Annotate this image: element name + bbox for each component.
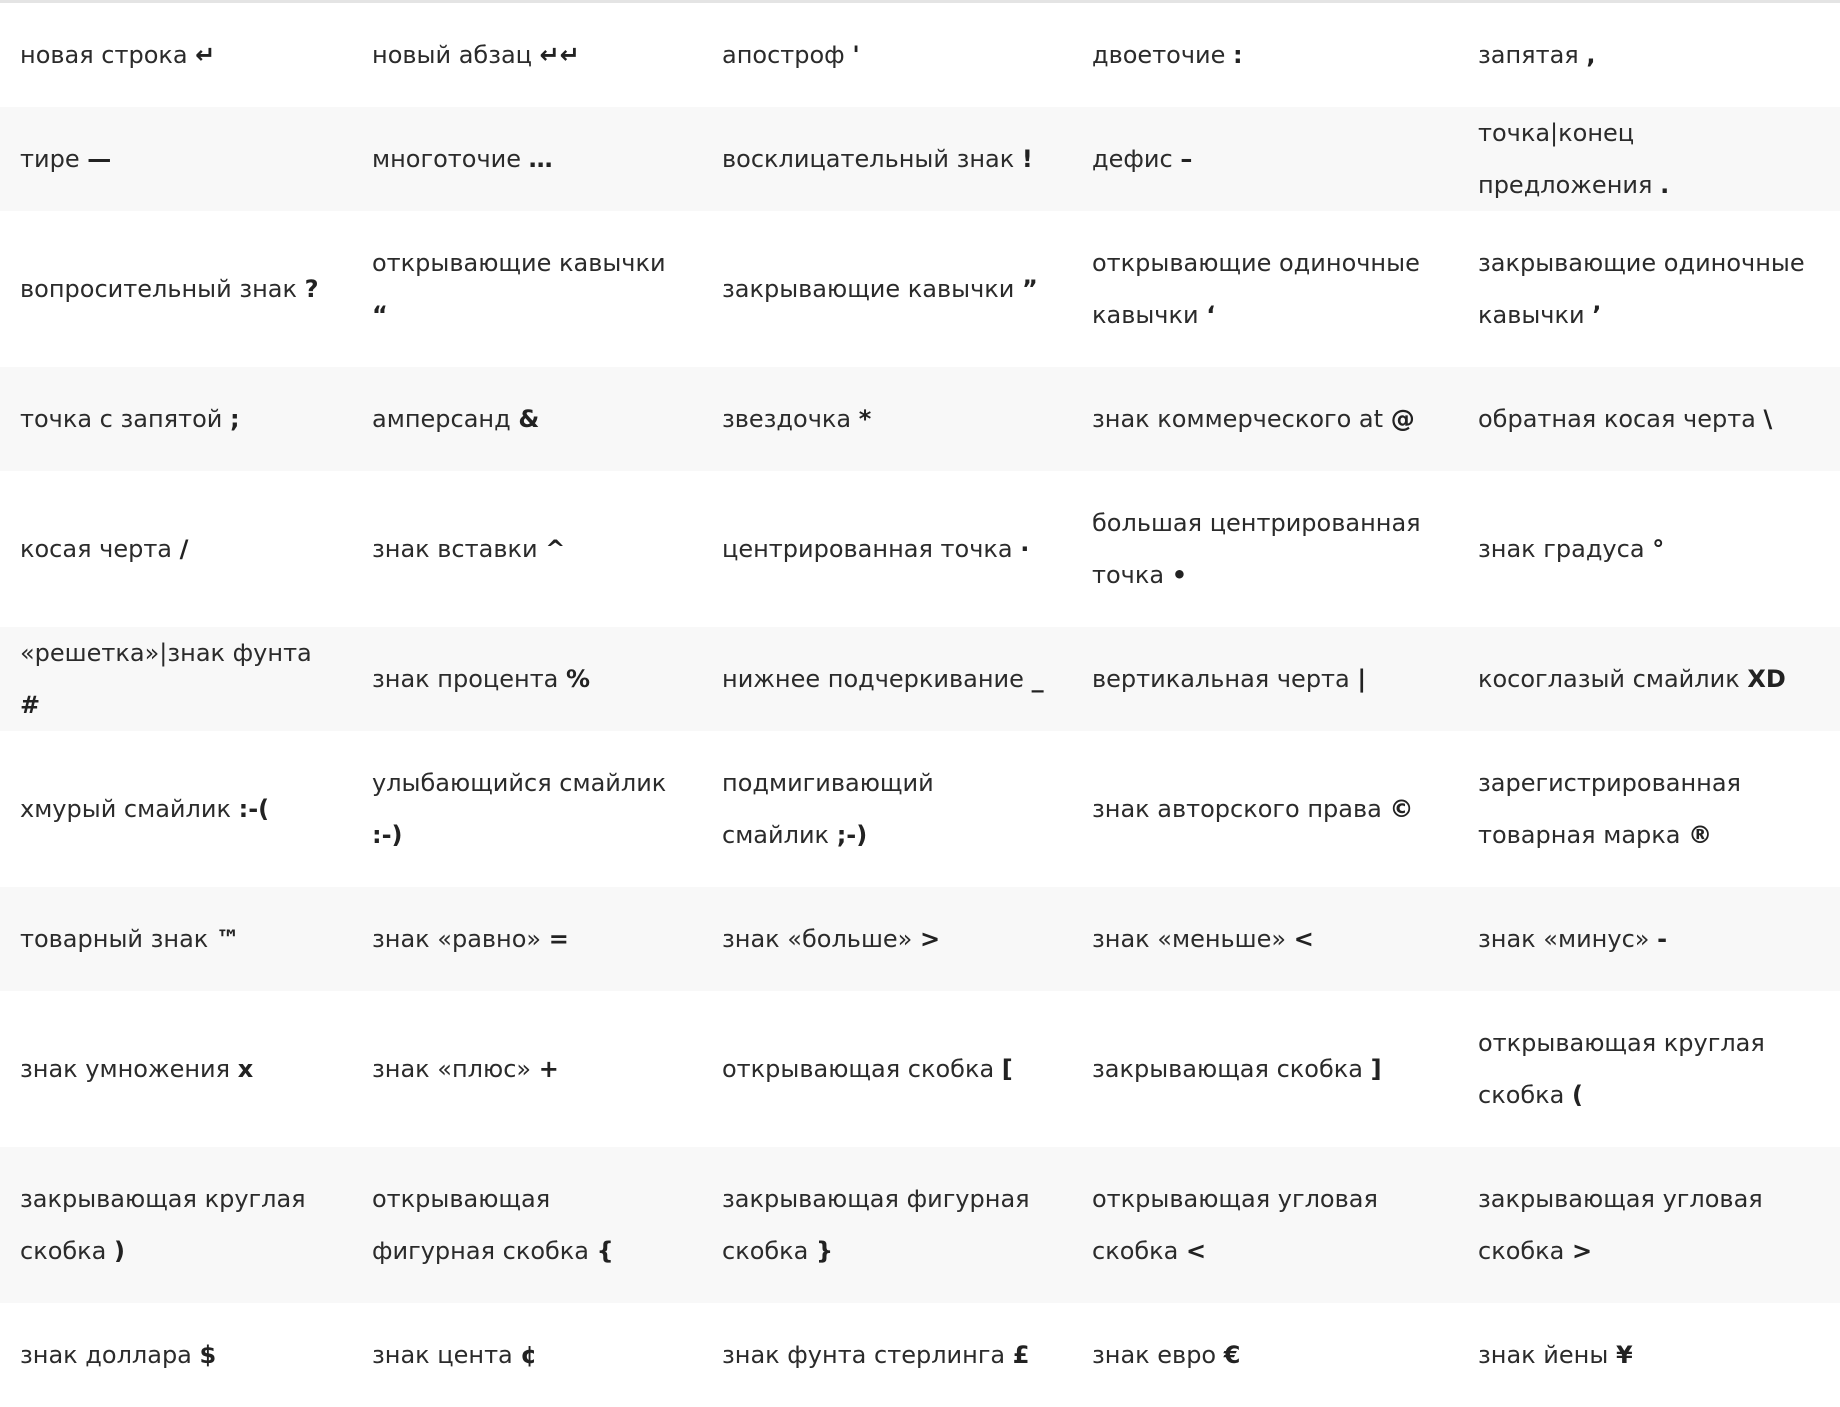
- command-symbol: ↵↵: [539, 41, 580, 69]
- command-label: амперсанд: [372, 405, 511, 433]
- command-symbol: +: [538, 1055, 559, 1083]
- table-cell: [1458, 107, 1840, 211]
- table-cell: [702, 887, 1072, 991]
- command-symbol: €: [1223, 1341, 1241, 1369]
- table-row: [0, 107, 1840, 211]
- table-cell: [1458, 471, 1840, 627]
- command-symbol: @: [1390, 405, 1415, 433]
- command-symbol: =: [548, 925, 569, 953]
- table-cell: [1072, 887, 1458, 991]
- command-symbol: >: [920, 925, 941, 953]
- table-row: [0, 211, 1840, 367]
- command-symbol: \: [1763, 405, 1773, 433]
- command-label: большая центрированная точка: [1092, 509, 1421, 589]
- command-symbol: ': [852, 41, 860, 69]
- table-row: [0, 3, 1840, 107]
- table-cell: [702, 1303, 1072, 1407]
- command-label: знак умножения: [20, 1055, 231, 1083]
- table-cell: [0, 211, 352, 367]
- command-symbol: }: [816, 1237, 834, 1265]
- table-cell: [1458, 1303, 1840, 1407]
- command-label: косоглазый смайлик: [1478, 665, 1740, 693]
- command-label: знак «равно»: [372, 925, 542, 953]
- table-cell: [1072, 627, 1458, 731]
- table-cell: [0, 1147, 352, 1303]
- command-label: хмурый смайлик: [20, 795, 231, 823]
- table-cell: [702, 367, 1072, 471]
- command-symbol: ®: [1688, 821, 1713, 849]
- command-symbol: •: [1171, 561, 1188, 589]
- table-cell: [352, 471, 702, 627]
- table-cell: [1072, 107, 1458, 211]
- command-label: знак «больше»: [722, 925, 913, 953]
- command-symbol: ↵: [195, 41, 216, 69]
- command-label: «решетка»|знак фунта: [20, 639, 312, 667]
- command-symbol: ·: [1020, 535, 1030, 563]
- table-cell: [1458, 367, 1840, 471]
- table-cell: [352, 107, 702, 211]
- command-symbol: &: [518, 405, 540, 433]
- command-symbol: –: [1180, 145, 1193, 173]
- command-label: знак вставки: [372, 535, 538, 563]
- command-label: зарегистрированная товарная марка: [1478, 769, 1741, 849]
- command-label: товарный знак: [20, 925, 209, 953]
- command-symbol: ©: [1389, 795, 1414, 823]
- command-symbol: .: [1660, 171, 1670, 199]
- table-cell: [352, 367, 702, 471]
- command-label: обратная косая черта: [1478, 405, 1756, 433]
- command-label: закрывающая скобка: [1092, 1055, 1363, 1083]
- command-symbol: ¢: [520, 1341, 538, 1369]
- table-cell: [702, 107, 1072, 211]
- table-cell: [352, 3, 702, 107]
- command-label: закрывающая фигурная скобка: [722, 1185, 1030, 1265]
- command-label: улыбающийся смайлик: [372, 769, 667, 797]
- table-cell: [0, 3, 352, 107]
- table-row: [0, 627, 1840, 731]
- table-cell: [0, 367, 352, 471]
- table-cell: [1458, 731, 1840, 887]
- command-label: подмигивающий смайлик: [722, 769, 934, 849]
- command-symbol: [: [1001, 1055, 1013, 1083]
- table-cell: [1072, 1147, 1458, 1303]
- command-label: знак доллара: [20, 1341, 192, 1369]
- table-cell: [702, 731, 1072, 887]
- command-symbol: °: [1652, 535, 1665, 563]
- command-symbol: ’: [1592, 301, 1602, 329]
- command-symbol: ,: [1586, 41, 1596, 69]
- command-symbol: !: [1021, 145, 1033, 173]
- command-label: знак коммерческого at: [1092, 405, 1384, 433]
- command-label: открывающая угловая скобка: [1092, 1185, 1378, 1265]
- command-label: знак цента: [372, 1341, 513, 1369]
- command-label: закрывающая угловая скобка: [1478, 1185, 1763, 1265]
- table-cell: [702, 211, 1072, 367]
- table-cell: [352, 991, 702, 1147]
- command-label: знак процента: [372, 665, 559, 693]
- table-cell: [0, 1303, 352, 1407]
- command-label: новый абзац: [372, 41, 533, 69]
- command-label: дефис: [1092, 145, 1173, 173]
- command-label: косая черта: [20, 535, 173, 563]
- table-cell: [1458, 627, 1840, 731]
- table-cell: [1458, 1147, 1840, 1303]
- command-label: звездочка: [722, 405, 852, 433]
- command-symbol: :-): [372, 821, 403, 849]
- command-symbol: :: [1233, 41, 1243, 69]
- table-cell: [702, 1147, 1072, 1303]
- command-symbol: ;-): [836, 821, 868, 849]
- command-symbol: ¥: [1615, 1341, 1633, 1369]
- command-label: тире: [20, 145, 80, 173]
- command-symbol: >: [1572, 1237, 1593, 1265]
- command-label: центрированная точка: [722, 535, 1013, 563]
- command-label: знак авторского права: [1092, 795, 1382, 823]
- table-cell: [702, 627, 1072, 731]
- command-symbol: _: [1031, 665, 1044, 693]
- table-cell: [352, 887, 702, 991]
- command-label: открывающие кавычки: [372, 249, 666, 277]
- table-cell: [0, 887, 352, 991]
- table-row: [0, 367, 1840, 471]
- command-symbol: ”: [1022, 275, 1038, 303]
- table-cell: [0, 627, 352, 731]
- command-label: запятая: [1478, 41, 1579, 69]
- command-label: восклицательный знак: [722, 145, 1015, 173]
- command-symbol: ™: [215, 925, 240, 953]
- command-label: знак градуса: [1478, 535, 1645, 563]
- table-cell: [702, 991, 1072, 1147]
- command-symbol: XD: [1747, 665, 1786, 693]
- command-label: открывающая скобка: [722, 1055, 995, 1083]
- command-symbol: /: [179, 535, 189, 563]
- command-symbol: ;: [230, 405, 240, 433]
- command-symbol: ‘: [1206, 301, 1216, 329]
- table-cell: [0, 471, 352, 627]
- command-symbol: <: [1186, 1237, 1207, 1265]
- table-row: [0, 731, 1840, 887]
- table-row: [0, 1303, 1840, 1407]
- table-cell: [352, 1147, 702, 1303]
- command-symbol: <: [1293, 925, 1314, 953]
- table-row: [0, 471, 1840, 627]
- command-label: нижнее подчеркивание: [722, 665, 1024, 693]
- command-symbol: (: [1572, 1081, 1583, 1109]
- command-label: открывающая круглая скобка: [1478, 1029, 1765, 1109]
- table-cell: [1458, 3, 1840, 107]
- table-row: [0, 1147, 1840, 1303]
- command-symbol: ]: [1370, 1055, 1382, 1083]
- command-symbol: ?: [304, 275, 319, 303]
- command-symbol: *: [858, 405, 872, 433]
- command-label: знак «минус»: [1478, 925, 1650, 953]
- table-cell: [1072, 731, 1458, 887]
- command-label: вертикальная черта: [1092, 665, 1350, 693]
- table-cell: [1458, 211, 1840, 367]
- table-cell: [1072, 471, 1458, 627]
- command-label: точка с запятой: [20, 405, 223, 433]
- table-cell: [702, 471, 1072, 627]
- command-symbol: %: [566, 665, 591, 693]
- command-symbol: :-(: [238, 795, 270, 823]
- command-symbol: $: [199, 1341, 217, 1369]
- command-label: знак евро: [1092, 1341, 1217, 1369]
- table-cell: [1458, 887, 1840, 991]
- table-cell: [1072, 367, 1458, 471]
- table-row: [0, 887, 1840, 991]
- command-symbol: {: [596, 1237, 614, 1265]
- command-label: знак «плюс»: [372, 1055, 532, 1083]
- table-cell: [0, 731, 352, 887]
- table-cell: [702, 3, 1072, 107]
- command-label: открывающая фигурная скобка: [372, 1185, 590, 1265]
- command-symbol: £: [1012, 1341, 1030, 1369]
- command-label: открывающие одиночные кавычки: [1092, 249, 1420, 329]
- table-cell: [352, 211, 702, 367]
- command-label: знак «меньше»: [1092, 925, 1287, 953]
- command-symbol: …: [528, 145, 553, 173]
- punctuation-commands-table: [0, 3, 1840, 1407]
- command-symbol: ): [114, 1237, 125, 1265]
- command-symbol: #: [20, 691, 41, 719]
- command-symbol: —: [87, 145, 112, 173]
- table-cell: [352, 627, 702, 731]
- table-cell: [1458, 991, 1840, 1147]
- table-row: [0, 991, 1840, 1147]
- command-label: апостроф: [722, 41, 845, 69]
- command-symbol: x: [237, 1055, 254, 1083]
- command-label: закрывающие кавычки: [722, 275, 1015, 303]
- table-cell: [352, 1303, 702, 1407]
- table-cell: [1072, 991, 1458, 1147]
- command-symbol: ^: [545, 535, 566, 563]
- command-label: многоточие: [372, 145, 521, 173]
- table-cell: [352, 731, 702, 887]
- command-label: точка|конец предложения: [1478, 119, 1653, 199]
- command-label: закрывающая круглая скобка: [20, 1185, 306, 1265]
- table-cell: [0, 107, 352, 211]
- table-cell: [1072, 3, 1458, 107]
- command-label: знак йены: [1478, 1341, 1609, 1369]
- command-label: вопросительный знак: [20, 275, 297, 303]
- table-cell: [1072, 211, 1458, 367]
- table-cell: [1072, 1303, 1458, 1407]
- command-label: знак фунта стерлинга: [722, 1341, 1006, 1369]
- command-label: закрывающие одиночные кавычки: [1478, 249, 1805, 329]
- command-label: новая строка: [20, 41, 188, 69]
- command-label: двоеточие: [1092, 41, 1226, 69]
- command-symbol: |: [1357, 665, 1367, 693]
- command-symbol: -: [1657, 925, 1668, 953]
- command-symbol: “: [372, 301, 388, 329]
- table-cell: [0, 991, 352, 1147]
